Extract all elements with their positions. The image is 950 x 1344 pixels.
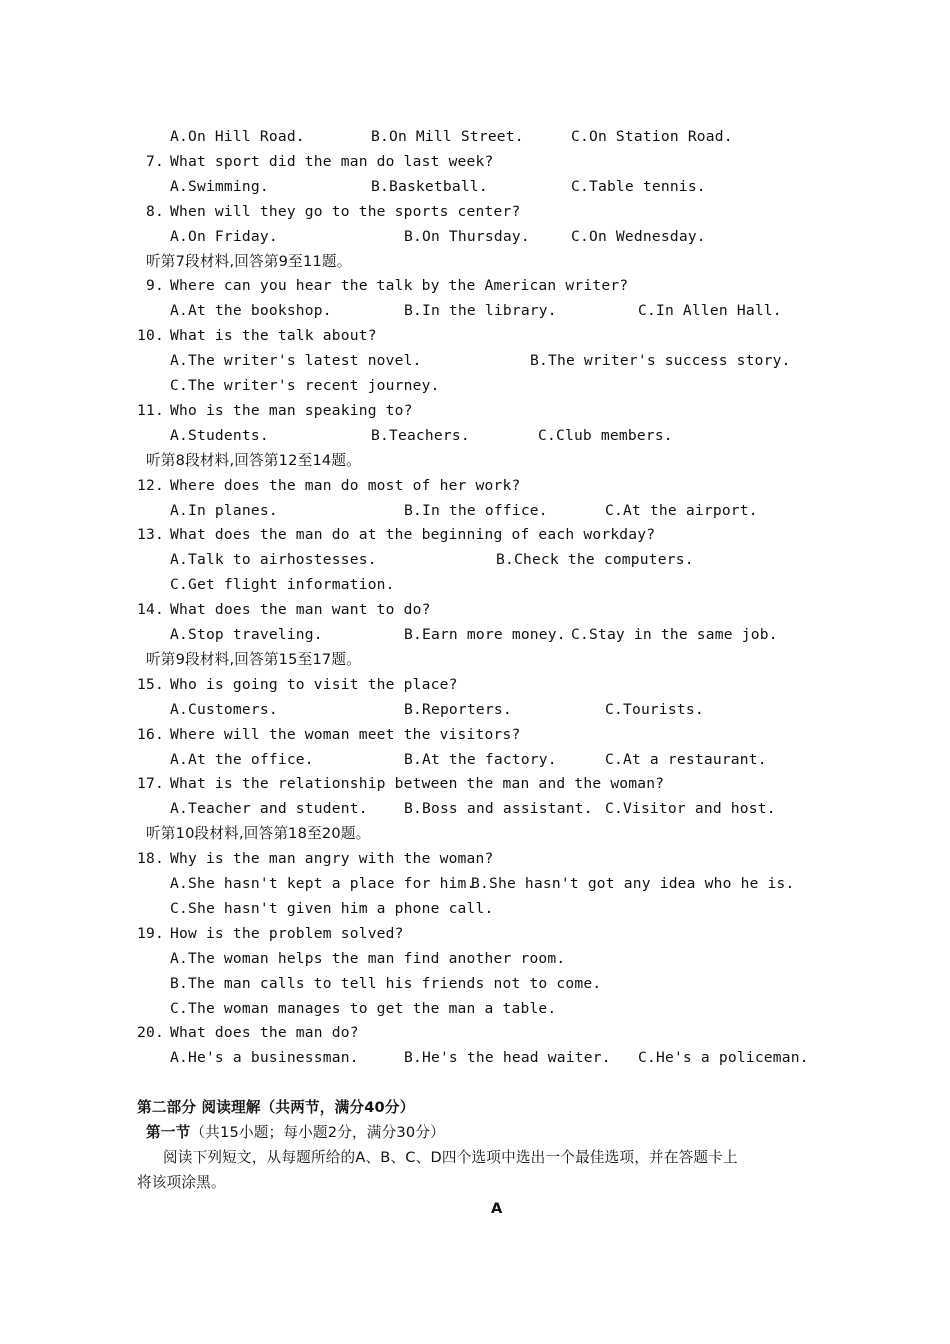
answer-option: C.The writer's recent journey. <box>170 377 440 394</box>
segment-heading-text: 听第10段材料,回答第18至20题。 <box>146 825 371 843</box>
answer-option: C.At the airport. <box>605 501 758 519</box>
segment-heading-text: 听第9段材料,回答第15至17题。 <box>146 650 361 668</box>
question-text: What is the talk about? <box>170 327 377 345</box>
answer-option: B.On Thursday. <box>404 227 530 245</box>
segment-heading-text: 听第8段材料,回答第12至14题。 <box>146 451 361 469</box>
question-number: 19. <box>137 924 164 942</box>
answer-option: B.The man calls to tell his friends not to come. <box>170 974 602 992</box>
answer-option: B.Basketball. <box>371 177 488 195</box>
answer-option: A.Students. <box>170 426 269 444</box>
answer-option: B.On Mill Street. <box>371 128 524 145</box>
answer-option: B.Check the computers. <box>496 551 694 569</box>
question-number: 9. <box>146 277 164 295</box>
instruction-line-2: 将该项涂黑。 <box>137 1174 226 1191</box>
question-text: Who is going to visit the place? <box>170 675 458 693</box>
answer-option: B.Teachers. <box>371 426 470 444</box>
question-text: How is the problem solved? <box>170 924 404 942</box>
answer-option: A.He's a businessman. <box>170 1049 359 1067</box>
question-number: 17. <box>137 775 164 793</box>
section-one-label: 第一节 <box>146 1124 191 1141</box>
answer-option: A.In planes. <box>170 501 278 519</box>
question-number: 13. <box>137 526 164 544</box>
answer-option: A.On Friday. <box>170 227 278 245</box>
answer-option: C.On Wednesday. <box>571 227 706 245</box>
answer-option: C.Visitor and host. <box>605 800 776 818</box>
question-number: 11. <box>137 401 164 419</box>
question-text: What does the man do? <box>170 1024 359 1042</box>
answer-option: C.The woman manages to get the man a table. <box>170 999 557 1017</box>
question-number: 10. <box>137 327 164 345</box>
answer-option: C.Stay in the same job. <box>571 626 778 643</box>
answer-option: C.Tourists. <box>605 700 704 718</box>
question-text: Where can you hear the talk by the American writer? <box>170 277 629 295</box>
question-text: When will they go to the sports center? <box>170 202 521 220</box>
answer-option: C.She hasn't given him a phone call. <box>170 899 494 917</box>
part-two-title: 第二部分 阅读理解（共两节，满分40分） <box>137 1099 415 1116</box>
answer-option: A.Talk to airhostesses. <box>170 551 377 569</box>
answer-option: A.On Hill Road. <box>170 128 305 145</box>
answer-option: B.The writer's success story. <box>530 352 791 370</box>
question-text: Who is the man speaking to? <box>170 401 413 419</box>
answer-option: C.Table tennis. <box>571 177 706 195</box>
answer-option: C.At a restaurant. <box>605 750 767 768</box>
question-text: Why is the man angry with the woman? <box>170 850 494 868</box>
question-number: 7. <box>146 152 164 170</box>
answer-option: A.Customers. <box>170 700 278 718</box>
section-one-info: （共15小题；每小题2分，满分30分） <box>190 1124 445 1141</box>
segment-heading-text: 听第7段材料,回答第9至11题。 <box>146 252 352 270</box>
answer-option: A.At the office. <box>170 750 314 768</box>
question-text: What sport did the man do last week? <box>170 152 494 170</box>
answer-option: B.In the office. <box>404 501 548 519</box>
answer-option: A.At the bookshop. <box>170 302 332 320</box>
answer-option: B.She hasn't got any idea who he is. <box>471 875 795 892</box>
question-number: 12. <box>137 476 164 494</box>
answer-option: A.Swimming. <box>170 177 269 195</box>
question-number: 15. <box>137 675 164 693</box>
section-one-heading <box>146 1120 445 1145</box>
answer-option: B.Reporters. <box>404 700 512 718</box>
answer-option: B.Earn more money. <box>404 626 566 643</box>
answer-option: C.On Station Road. <box>571 128 733 145</box>
question-number: 18. <box>137 850 164 868</box>
question-text: What is the relationship between the man and the woman? <box>170 775 665 793</box>
question-number: 14. <box>137 601 164 619</box>
question-text: What does the man want to do? <box>170 601 431 619</box>
question-number: 20. <box>137 1024 164 1042</box>
answer-option: C.Get flight information. <box>170 576 395 594</box>
answer-option: B.He's the head waiter. <box>404 1049 611 1067</box>
question-text: What does the man do at the beginning of each workday? <box>170 526 656 544</box>
question-number: 16. <box>137 725 164 743</box>
answer-option: A.Stop traveling. <box>170 626 323 643</box>
question-number: 8. <box>146 202 164 220</box>
question-text: Where will the woman meet the visitors? <box>170 725 521 743</box>
answer-option: C.He's a policeman. <box>638 1049 809 1067</box>
answer-option: C.In Allen Hall. <box>638 302 782 320</box>
answer-option: B.Boss and assistant. <box>404 800 593 818</box>
answer-option: B.In the library. <box>404 302 557 320</box>
instruction-line-1: 阅读下列短文，从每题所给的A、B、C、D四个选项中选出一个最佳选项，并在答题卡上 <box>163 1149 738 1166</box>
answer-option: B.At the factory. <box>404 750 557 768</box>
answer-option: A.She hasn't kept a place for him. <box>170 875 476 892</box>
answer-option: A.The writer's latest novel. <box>170 352 422 370</box>
answer-option: A.The woman helps the man find another room. <box>170 949 566 967</box>
answer-option: A.Teacher and student. <box>170 800 368 818</box>
question-text: Where does the man do most of her work? <box>170 476 521 494</box>
passage-label: A <box>491 1200 503 1217</box>
answer-option: C.Club members. <box>538 426 673 444</box>
